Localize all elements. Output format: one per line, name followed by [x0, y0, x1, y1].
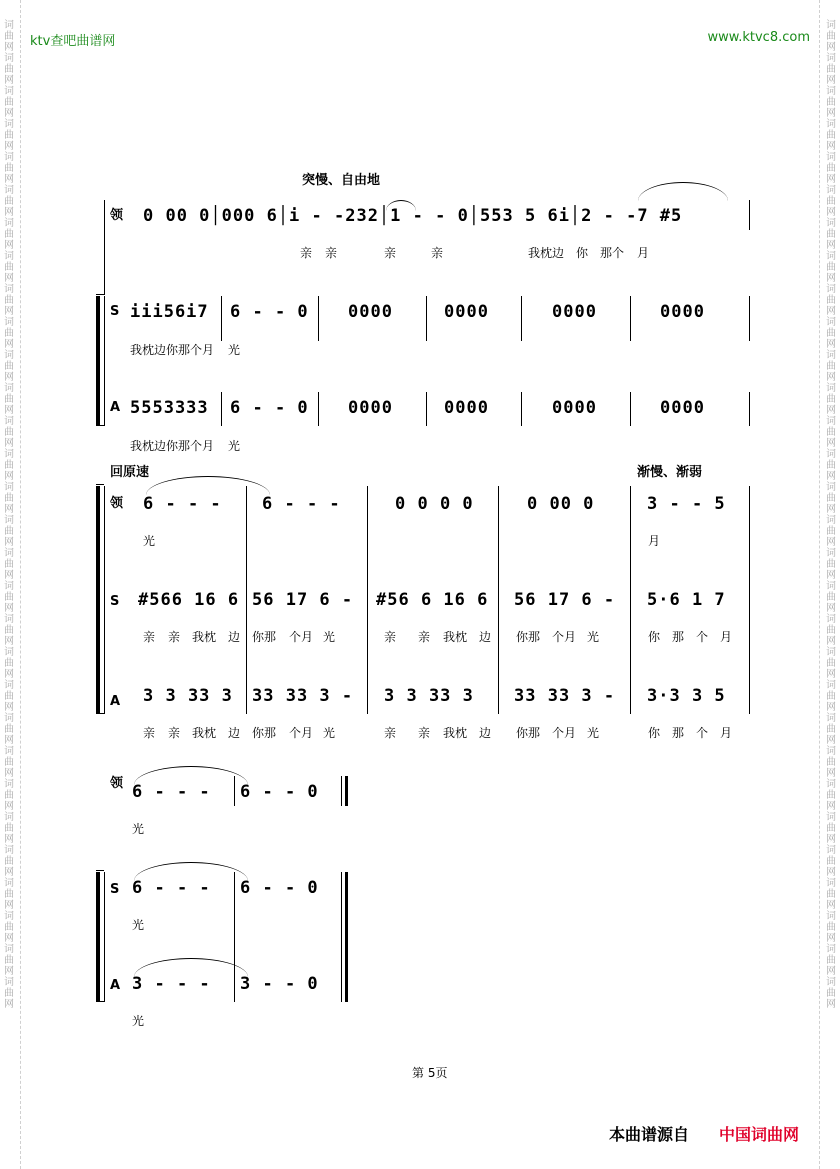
- lyric: 边: [479, 630, 492, 644]
- slur: [638, 182, 728, 201]
- alto-notes-m4: 33 33 3 -: [514, 686, 616, 706]
- barline: [630, 392, 631, 426]
- lyric: 个月: [552, 630, 577, 644]
- part-label-soprano: S: [110, 304, 120, 319]
- barline: [234, 872, 235, 1002]
- lyric: 光: [323, 630, 336, 644]
- barline: [521, 392, 522, 426]
- header-right-url[interactable]: www.ktvc8.com: [707, 30, 810, 45]
- footer-source-label: 本曲谱源自: [609, 1125, 690, 1144]
- lyric: 那个: [600, 246, 625, 260]
- barline: [246, 486, 247, 714]
- bracket-cap: [96, 425, 104, 426]
- barline: [318, 392, 319, 426]
- barline: [234, 776, 235, 806]
- alto-notes-m1: 3 3 33 3: [143, 686, 233, 706]
- soprano-notes-m3: #56 6 16 6: [376, 590, 489, 610]
- lead-ending-m1: 6 - - -: [132, 782, 211, 802]
- barline: [521, 296, 522, 341]
- barline: [221, 296, 222, 341]
- part-label-alto: A: [110, 400, 121, 415]
- lyric: 个月: [552, 726, 577, 740]
- final-barline-thick: [345, 776, 348, 806]
- lyric: 你那: [252, 726, 277, 740]
- barline: [749, 200, 750, 230]
- lyric: 光: [132, 1014, 145, 1028]
- lyric: 你: [648, 726, 661, 740]
- lyric: 我枕: [192, 726, 217, 740]
- tie: [146, 476, 270, 495]
- choir-bracket: [96, 872, 104, 1002]
- barline: [426, 296, 427, 341]
- alto-notes-m2: 6 - - 0: [230, 398, 309, 418]
- tempo-marking-2: 回原速: [110, 465, 150, 480]
- lyric: 月: [720, 726, 733, 740]
- part-label-alto: A: [110, 694, 121, 709]
- page-number: 第 5页: [412, 1066, 448, 1080]
- soprano-notes-m5: 5·6 1 7: [647, 590, 726, 610]
- right-dashed-edge: [819, 0, 820, 1169]
- lyric: 边: [228, 630, 241, 644]
- lyric: 月: [637, 246, 650, 260]
- lead-notes-system1: 0 00 0│000 6│i - -232│1 - - 0│553 5 6i│2 - -7 #5: [143, 206, 683, 226]
- tempo-marking-3: 渐慢、渐弱: [637, 465, 703, 480]
- soprano-ending-m1: 6 - - -: [132, 878, 211, 898]
- part-label-lead: 领: [110, 496, 124, 511]
- lyric: 光: [132, 918, 145, 932]
- alto-rest: 0000: [444, 398, 489, 418]
- final-barline-thick: [345, 872, 348, 1002]
- lyric: 我枕边: [528, 246, 565, 260]
- bracket-cap: [96, 870, 104, 871]
- soprano-notes-m2: 56 17 6 -: [252, 590, 354, 610]
- bracket-cap: [96, 1001, 104, 1002]
- barline: [221, 392, 222, 426]
- lyric: 我枕边你那个月: [130, 439, 215, 453]
- lyric: 月: [648, 534, 661, 548]
- soprano-rest: 0000: [444, 302, 489, 322]
- lead-notes-m2: 6 - - -: [262, 494, 341, 514]
- alto-notes-m1: 5553333: [130, 398, 209, 418]
- lyric: 你: [648, 630, 661, 644]
- lyric: 我枕: [443, 726, 468, 740]
- lyric: 光: [587, 726, 600, 740]
- lyric: 边: [479, 726, 492, 740]
- barline: [630, 296, 631, 341]
- soprano-rest: 0000: [348, 302, 393, 322]
- lyric: 那: [672, 630, 685, 644]
- alto-notes-m5: 3·3 3 5: [647, 686, 726, 706]
- lead-notes-m1: 6 - - -: [143, 494, 222, 514]
- tempo-marking-1: 突慢、自由地: [302, 173, 381, 188]
- lyric: 你: [576, 246, 589, 260]
- lyric: 亲: [168, 630, 181, 644]
- lead-notes-m3: 0 0 0 0: [395, 494, 474, 514]
- alto-notes-m3: 3 3 33 3: [384, 686, 474, 706]
- left-dashed-edge: [20, 0, 21, 1169]
- lyric: 光: [228, 343, 241, 357]
- soprano-rest: 0000: [660, 302, 705, 322]
- soprano-ending-m2: 6 - - 0: [240, 878, 319, 898]
- lyric: 我枕: [192, 630, 217, 644]
- barline: [426, 392, 427, 426]
- lead-notes-m5: 3 - - 5: [647, 494, 726, 514]
- system-line: [104, 872, 105, 1002]
- bracket-cap: [96, 484, 104, 485]
- part-label-lead: 领: [110, 208, 124, 223]
- alto-rest: 0000: [348, 398, 393, 418]
- alto-ending-m1: 3 - - -: [132, 974, 211, 994]
- lyric: 亲: [418, 726, 431, 740]
- alto-notes-m2: 33 33 3 -: [252, 686, 354, 706]
- barline: [749, 296, 750, 341]
- system1-lead-brace-line: [104, 200, 105, 295]
- alto-ending-m2: 3 - - 0: [240, 974, 319, 994]
- lyric: 光: [228, 439, 241, 453]
- lyric: 我枕: [443, 630, 468, 644]
- soprano-notes-m1: #566 16 6: [138, 590, 240, 610]
- alto-rest: 0000: [552, 398, 597, 418]
- part-label-lead: 领: [110, 776, 124, 791]
- bracket-cap: [96, 713, 104, 714]
- soprano-notes-m4: 56 17 6 -: [514, 590, 616, 610]
- lyric: 个月: [289, 726, 314, 740]
- bracket-cap: [96, 294, 104, 295]
- part-label-alto: A: [110, 978, 121, 993]
- lead-notes-m4: 0 00 0: [527, 494, 595, 514]
- footer-site-link[interactable]: 中国词曲网: [719, 1125, 800, 1144]
- left-watermark: 词曲网词曲网词曲网词曲网词曲网词曲网词曲网词曲网词曲网词曲网词曲网词曲网词曲网词曲网词曲网词曲网词曲网词曲网词曲网词曲网词曲网词曲网词曲网词曲网词曲网词曲网词曲网词曲网词曲网词曲网: [4, 20, 14, 1010]
- part-label-soprano: S: [110, 594, 120, 609]
- soprano-notes-m2: 6 - - 0: [230, 302, 309, 322]
- lyric: 亲: [431, 246, 444, 260]
- system-line: [104, 486, 105, 714]
- lyric: 光: [132, 822, 145, 836]
- lyric: 亲: [143, 726, 156, 740]
- choir-bracket: [96, 296, 104, 426]
- lyric: 亲: [143, 630, 156, 644]
- barline: [749, 486, 750, 714]
- lyric: 我枕边你那个月: [130, 343, 215, 357]
- lyric: 光: [323, 726, 336, 740]
- lyric: 个月: [289, 630, 314, 644]
- choir-bracket: [96, 486, 104, 714]
- lyric: 亲: [168, 726, 181, 740]
- part-label-soprano: S: [110, 882, 120, 897]
- lyric: 边: [228, 726, 241, 740]
- final-barline-thin: [341, 872, 342, 1002]
- lyric: 你那: [516, 726, 541, 740]
- barline: [749, 392, 750, 426]
- barline: [318, 296, 319, 341]
- lyric: 那: [672, 726, 685, 740]
- lyric: 亲: [300, 246, 313, 260]
- lyric: 亲: [384, 630, 397, 644]
- lyric: 你那: [252, 630, 277, 644]
- lyric: 个: [696, 726, 709, 740]
- lyric: 亲: [325, 246, 338, 260]
- soprano-rest: 0000: [552, 302, 597, 322]
- header-left-site[interactable]: ktv查吧曲谱网: [30, 34, 116, 49]
- barline: [630, 486, 631, 714]
- lyric: 光: [143, 534, 156, 548]
- barline: [498, 486, 499, 714]
- soprano-notes-m1: iii56i7: [130, 302, 209, 322]
- lyric: 亲: [384, 246, 397, 260]
- slur: [386, 200, 416, 211]
- lyric: 月: [720, 630, 733, 644]
- barline: [367, 486, 368, 714]
- system-line: [104, 296, 105, 426]
- right-watermark: 词曲网词曲网词曲网词曲网词曲网词曲网词曲网词曲网词曲网词曲网词曲网词曲网词曲网词曲网词曲网词曲网词曲网词曲网词曲网词曲网词曲网词曲网词曲网词曲网词曲网词曲网词曲网词曲网词曲网词曲网: [826, 20, 836, 1010]
- lyric: 光: [587, 630, 600, 644]
- final-barline-thin: [341, 776, 342, 806]
- alto-rest: 0000: [660, 398, 705, 418]
- lyric: 亲: [384, 726, 397, 740]
- lyric: 亲: [418, 630, 431, 644]
- lead-ending-m2: 6 - - 0: [240, 782, 319, 802]
- lyric: 个: [696, 630, 709, 644]
- lyric: 你那: [516, 630, 541, 644]
